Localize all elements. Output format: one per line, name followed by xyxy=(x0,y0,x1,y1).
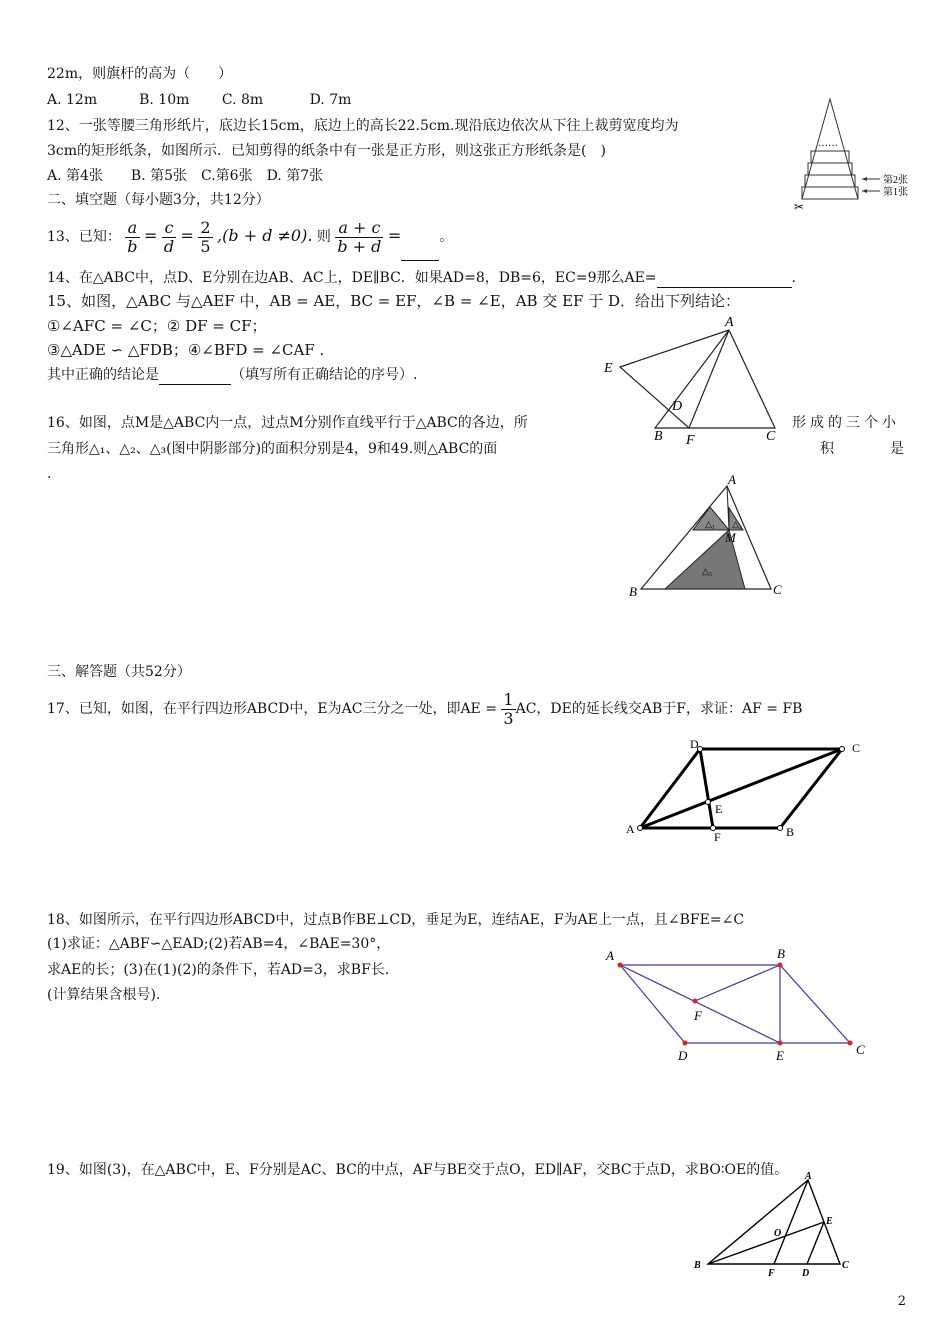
q15-blank xyxy=(159,368,231,385)
svg-text:E: E xyxy=(715,802,723,816)
svg-text:A: A xyxy=(805,1171,812,1182)
svg-text:B: B xyxy=(629,584,637,599)
q13-prefix: 13、已知： xyxy=(47,229,121,245)
q13-blank xyxy=(401,260,439,261)
q16-line2: 三角形△₁、△₂、△₃(图中阴影部分)的面积分别是4，9和49.则△ABC的面 xyxy=(47,441,498,457)
svg-text:A: A xyxy=(606,948,614,963)
q17: 17、已知，如图，在平行四边形ABCD中，E为AC三分之一处，即AE = $\frac{1}{3}$ AC，DE的延长线交AB于F，求证：AF = FB xyxy=(47,689,803,728)
svg-text:A: A xyxy=(626,822,635,836)
svg-text:C: C xyxy=(773,582,782,597)
q15-line1: 15、如图，△ABC 与△AEF 中，AB = AE，BC = EF，∠B = ∠E，AB 交 EF 于 D．给出下列结论： xyxy=(47,292,741,310)
q15-line3: ③△ADE ∽ △FDB；④∠BFD = ∠CAF . xyxy=(47,341,325,359)
svg-text:F: F xyxy=(714,830,721,844)
svg-text:F: F xyxy=(686,433,695,448)
svg-text:F: F xyxy=(768,1268,775,1279)
svg-text:C: C xyxy=(842,1260,849,1271)
svg-text:B: B xyxy=(777,946,785,961)
svg-text:A: A xyxy=(728,472,736,487)
svg-text:△₂: △₂ xyxy=(732,519,743,529)
svg-text:B: B xyxy=(694,1260,701,1271)
q13-frac-sum: $\frac{a + c}{b + d}$ xyxy=(337,217,382,256)
q15-line2: ①∠AFC = ∠C；② DF = CF； xyxy=(47,317,267,335)
svg-text:△₃: △₃ xyxy=(702,566,713,576)
q13-frac-ab: $\frac{a}{b}$ xyxy=(127,217,138,256)
q18-figure xyxy=(600,942,880,1070)
q18-line4: (计算结果含根号). xyxy=(47,987,161,1003)
q14: 14、在△ABC中，点D、E分别在边AB、AC上，DE∥BC．如果AD=8，DB=6，EC=9那么AE= . xyxy=(47,270,796,286)
svg-text:E: E xyxy=(826,1216,833,1227)
q13: 13、已知： $\frac{a}{b}$ = $\frac{c}{d}$ = $\frac{2}{5}$ ,(b + d ≠0). 则 $\frac{a + c}{b + d}$ = 。 xyxy=(47,212,453,260)
svg-text:F: F xyxy=(694,1008,702,1023)
svg-text:△₁: △₁ xyxy=(705,519,716,529)
q15-figure xyxy=(600,312,800,452)
q18-line1: 18、如图所示，在平行四边形ABCD中，过点B作BE⊥CD，垂足为E，连结AE，F为AE上一点，且∠BFE=∠C xyxy=(47,912,745,928)
q12-dots: …… xyxy=(818,138,838,149)
q12-figure xyxy=(790,95,920,215)
q18-line2: (1)求证：△ABF∽△EAD;(2)若AB=4，∠BAE=30°， xyxy=(47,936,391,952)
svg-text:E: E xyxy=(604,361,613,376)
q12-label-2: 第2张 xyxy=(883,175,908,186)
svg-text:C: C xyxy=(852,741,861,755)
q16-line1-right: 形成的三个小 xyxy=(792,415,900,431)
svg-text:M: M xyxy=(725,530,736,545)
q13-cond: ,(b + d ≠0). xyxy=(217,226,313,245)
q16-line2-right2: 是 xyxy=(890,441,904,457)
svg-text:D: D xyxy=(690,737,699,751)
section3-heading: 三、解答题（共52分） xyxy=(47,664,191,680)
svg-text:O: O xyxy=(774,1228,782,1239)
q16-line2-right1: 积 xyxy=(820,441,834,457)
q19-figure xyxy=(690,1170,870,1280)
svg-text:C: C xyxy=(856,1042,865,1057)
q17-fraction: $\frac{1}{3}$ xyxy=(503,689,514,728)
section2-heading: 二、填空题（每小题3分，共12分） xyxy=(47,192,270,208)
svg-text:E: E xyxy=(776,1048,784,1063)
q19-line1: 19、如图(3)，在△ABC中，E、F分别是AC、BC的中点，AF与BE交于点O，ED∥AF，交BC于点D，求BO∶OE的值。 xyxy=(47,1162,789,1178)
q13-frac-25: $\frac{2}{5}$ xyxy=(200,217,211,256)
q12-label-1: 第1张 xyxy=(883,187,908,198)
svg-text:B: B xyxy=(654,429,663,444)
page-number: 2 xyxy=(897,1294,906,1309)
q12-options: A. 第4张 B. 第5张 C.第6张 D. 第7张 xyxy=(47,168,324,184)
svg-text:A: A xyxy=(725,315,734,330)
q12-line2: 3cm的矩形纸条，如图所示．已知剪得的纸条中有一张是正方形，则这张正方形纸条是( ) xyxy=(47,143,606,159)
q18-line3: 求AE的长；(3)在(1)(2)的条件下，若AD=3，求BF长. xyxy=(47,962,390,978)
svg-text:D: D xyxy=(672,399,683,414)
q13-frac-cd: $\frac{c}{d}$ xyxy=(163,217,175,256)
q16-line1: 16、如图，点M是△ABC内一点，过点M分别作直线平行于△ABC的各边，所 xyxy=(47,415,528,431)
q11-options: A. 12m B. 10m C. 8m D. 7m xyxy=(47,92,352,108)
q15-line4: 其中正确的结论是 （填写所有正确结论的序号）. xyxy=(47,367,418,383)
scissors-icon: ✂ xyxy=(794,200,805,214)
q17-figure xyxy=(620,735,870,845)
q14-text: 14、在△ABC中，点D、E分别在边AB、AC上，DE∥BC．如果AD=8，DB=6，EC=9那么AE= xyxy=(47,270,657,286)
svg-text:D: D xyxy=(678,1048,688,1063)
q14-blank xyxy=(657,271,792,288)
svg-text:C: C xyxy=(766,429,776,444)
q16-line3: . xyxy=(47,466,52,482)
q12-line1: 12、一张等腰三角形纸片，底边长15cm，底边上的高长22.5cm.现沿底边依次从下往上裁剪宽度均为 xyxy=(47,118,679,134)
svg-text:B: B xyxy=(786,825,795,839)
q13-then: 则 xyxy=(316,229,331,245)
q11-tail: 22m，则旗杆的高为（ ） xyxy=(47,66,233,82)
q16-figure xyxy=(625,472,795,602)
svg-text:D: D xyxy=(802,1268,810,1279)
